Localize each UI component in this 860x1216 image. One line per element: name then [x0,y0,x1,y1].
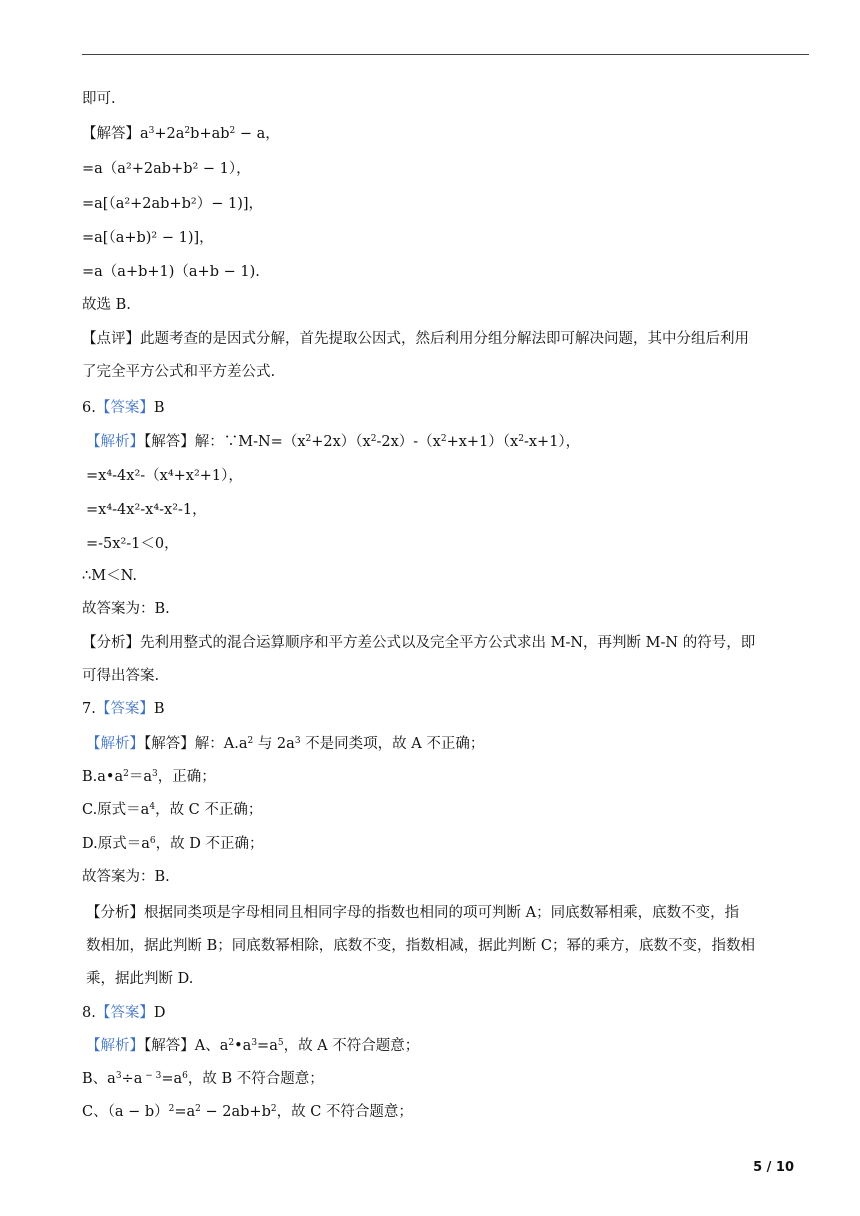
q5-tail: 即可. [82,91,116,107]
q5-review-line-2: 了完全平方公式和平方差公式. [82,364,276,380]
expression: $\because M-N=(x^2+2x)(x^2-2x)-(x^2+x+1)(x^2-x+1)$， [223,434,581,450]
answer-tag: 【答案】 [95,400,154,416]
q6-conclusion: 故答案为：B. [82,601,170,617]
analysis-label: 【分析】 [86,905,144,921]
analysis-label: 【分析】 [82,635,140,651]
q6-heading: 6.【答案】B [82,400,165,416]
q5-answer-line [82,124,810,144]
expression: $a^3+2a^2b+ab^2 - a$， [140,126,280,142]
q6-analysis-line-2: 可得出答案. [82,668,160,684]
page-number: 5 / 10 [753,1160,794,1175]
analysis-tag: 【解析】 [86,434,144,450]
analysis-tag: 【解析】 [86,736,144,752]
q5-step-4: =a（a+b+1)（a+b − 1). [82,264,260,280]
expression: A、$a^2•a^3=a^5$，故 A 不符合题意； [194,1038,420,1054]
q7-option-d: D.原式$=a^6$，故 D 不正确； [82,836,264,852]
q7-analysis-line-2: 数相加，据此判断 B；同底数幂相除，底数不变，指数相减，据此判断 C；幂的乘方，底数不变，指数相 [86,938,755,954]
q8-option-a: 【解析】【解答】A、$a^2•a^3=a^5$，故 A 不符合题意； [86,1038,420,1054]
q7-analysis-line-3: 乘，据此判断 D. [86,971,194,987]
answer-value: B [153,400,165,416]
expression: $A.a^2$ 与 $2a^3$ 不是同类项，故 A 不正确； [223,736,485,752]
answer-value: B [153,701,165,717]
q8-option-b: B、$a^3\div a$ $^{- 3}=a^6$，故 B 不符合题意； [82,1071,324,1087]
q6-step-4: =-5x²-1＜0， [86,536,179,552]
answer-value: D [153,1005,166,1021]
q7-conclusion: 故答案为：B. [82,869,170,885]
q5-review-line-1: 【点评】此题考查的是因式分解，首先提取公因式，然后利用分组分解法即可解决问题，其中分组后利用 [82,331,749,347]
analysis-tag: 【解析】 [86,1038,144,1054]
q7-analysis-line-1: 【分析】根据同类项是字母相同且相同字母的指数也相同的项可判断 A；同底数幂相乘，底数不变，指 [86,905,740,921]
answer-label: 【解答】 [82,126,140,142]
q7-option-c: C.原式$=a^4$，故 C 不正确； [82,802,263,818]
q7-heading: 7.【答案】B [82,701,165,717]
q7-option-a: 【解析】【解答】解：$A.a^2$ 与 $2a^3$ 不是同类项，故 A 不正确； [86,736,485,752]
q5-choice: 故选 B. [82,297,131,313]
q6-step-2: =x⁴-4x²-（x⁴+x²+1）， [86,468,243,484]
q6-step-5: ∴M＜N. [82,568,137,584]
q8-option-c: C、$(a - b)^2=a^2 - 2ab+b^2$，故 C 不符合题意； [82,1104,413,1120]
q5-step-2: =a[（a²+2ab+b²）− 1)]， [82,196,264,212]
answer-tag: 【答案】 [95,701,154,717]
q6-analysis-line-1: 【分析】先利用整式的混合运算顺序和平方差公式以及完全平方公式求出 M-N，再判断 M-N 的符号，即 [82,635,756,651]
q6-solution-line: 【解析】【解答】解：$\because M-N=(x^2+2x)(x^2-2x)-(x^2+x+1)(x^2-x+1)$， [86,434,581,450]
q5-step-1: =a（a²+2ab+b² − 1）， [82,161,251,177]
q7-option-b: $B.a•a^2=a^3$，正确； [82,769,216,785]
review-label: 【点评】 [82,331,140,347]
q6-step-3: =x⁴-4x²-x⁴-x²-1， [86,502,207,518]
answer-tag: 【答案】 [95,1005,154,1021]
q5-step-3: =a[（a+b)² − 1)]， [82,230,214,246]
q8-heading: 8.【答案】D [82,1005,166,1021]
header-rule [82,54,809,55]
